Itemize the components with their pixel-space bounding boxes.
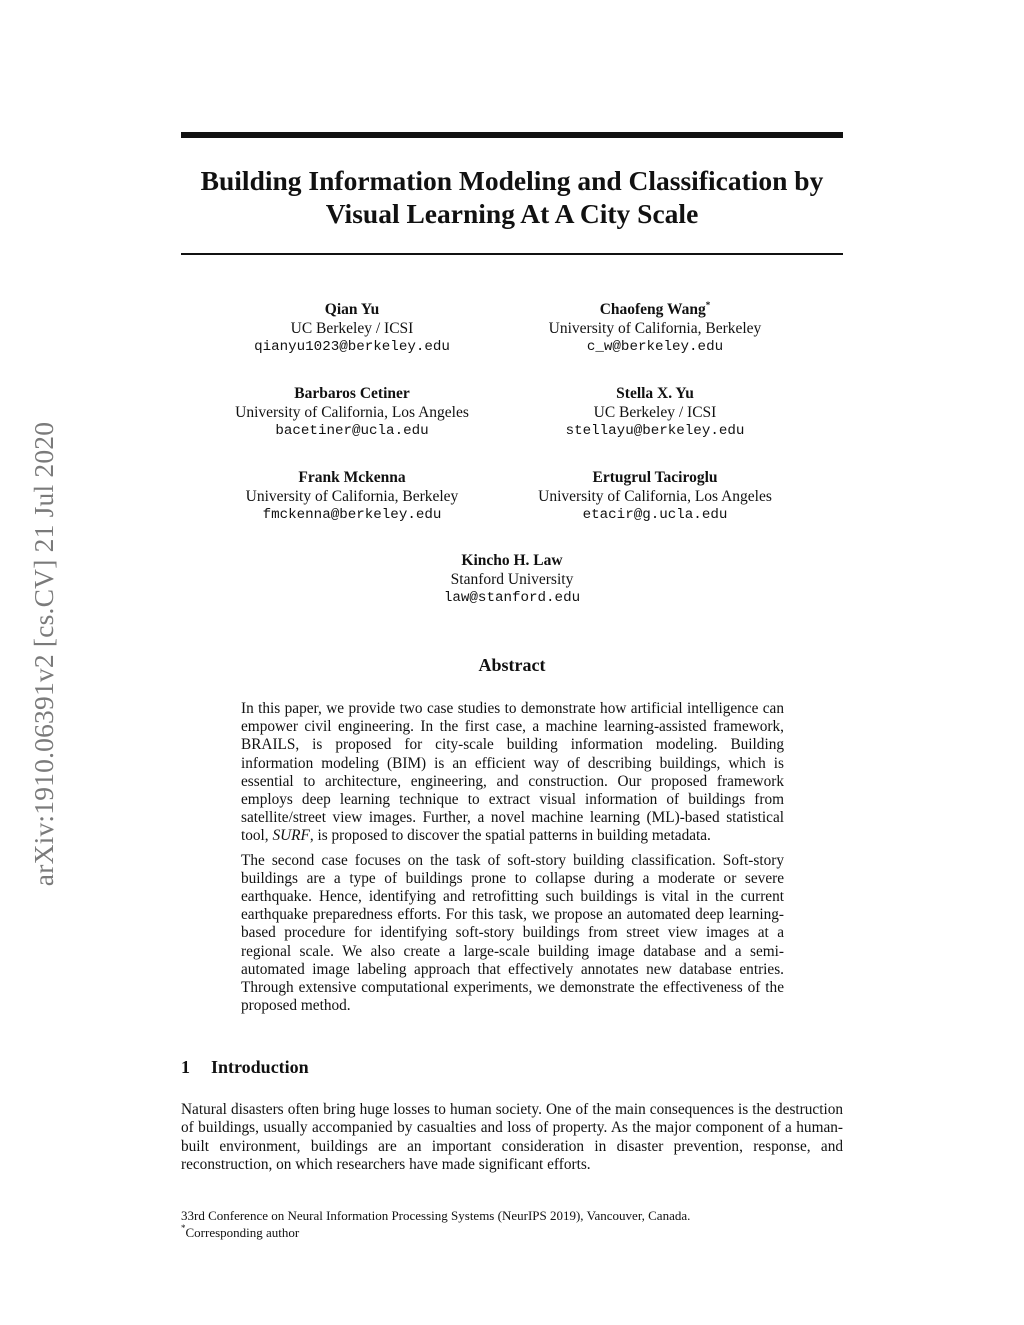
author-block	[485, 469, 825, 525]
abstract-text: In this paper, we provide two case studies to demonstrate how artificial intelligence can empower civil engineering. In the first case, a machine learning-assisted framework, BRAILS, is proposed for city-scale building information modeling. Building information modeling (BIM) is an efficient way of describing buildings, which is essential to architecture, engineering, and construction. Our proposed framework employs deep learning technique to extract visual information of buildings from satellite/street view images. Further, a novel machine learning (ML)-based statistical tool,	[241, 700, 784, 845]
surf-tool-name: SURF	[272, 827, 310, 845]
author-block	[485, 385, 825, 441]
author-block	[342, 552, 682, 608]
author-affiliation: University of California, Berkeley	[245, 487, 459, 505]
author-email[interactable]: law@stanford.edu	[443, 590, 581, 606]
author-block	[182, 469, 522, 525]
conference-footnote: 33rd Conference on Neural Information Processing Systems (NeurIPS 2019), Vancouver, Canada.	[181, 1208, 691, 1223]
section-title: Introduction	[211, 1057, 309, 1077]
author-name: Barbaros Cetiner	[294, 385, 410, 402]
author-name: Chaofeng Wang	[599, 301, 706, 318]
author-email[interactable]: etacir@g.ucla.edu	[582, 507, 728, 523]
paper-title: Building Information Modeling and Classification by Visual Learning At A City Scale	[200, 165, 824, 229]
section-number: 1	[181, 1057, 190, 1077]
abstract-heading: Abstract	[478, 655, 546, 675]
abstract-body	[241, 700, 784, 1021]
author-block	[182, 301, 522, 357]
corresponding-author-footnote	[181, 1222, 843, 1242]
author-name: Stella X. Yu	[616, 385, 694, 402]
arxiv-identifier-text: arXiv:1910.06391v2 [cs.CV] 21 Jul 2020	[28, 421, 59, 887]
author-block	[485, 301, 825, 357]
abstract-paragraph: The second case focuses on the task of soft-story building classification. Soft-story buildings are a type of buildings prone to collapse during a moderate or severe earthquake. Hence, identifying and retrofitting such buildings is vital in the current earthquake preparedness efforts. For this task, we propose an automated deep learning-based procedure for identifying soft-story buildings from street view images at a regional scale. We also create a large-scale building image database and a semi-automated image labeling approach that effectively annotates new database entries. Through extensive computational experiments, we demonstrate the effectiveness of the proposed method.	[241, 851, 784, 1015]
author-affiliation: University of California, Los Angeles	[538, 487, 772, 505]
author-name: Kincho H. Law	[461, 552, 563, 569]
title-bottom-rule	[181, 253, 843, 255]
author-email[interactable]: qianyu1023@berkeley.edu	[254, 339, 450, 355]
author-email[interactable]: c_w@berkeley.edu	[586, 339, 724, 355]
section-heading-introduction	[181, 1057, 309, 1078]
author-affiliation: UC Berkeley / ICSI	[593, 403, 717, 421]
author-block	[182, 385, 522, 441]
author-affiliation: University of California, Los Angeles	[235, 403, 469, 421]
footnote-mark: *	[181, 1222, 186, 1233]
author-affiliation: Stanford University	[450, 570, 574, 588]
footnote-text: Corresponding author	[185, 1224, 300, 1240]
author-email[interactable]: stellayu@berkeley.edu	[565, 423, 745, 439]
footnotes	[181, 1208, 843, 1241]
author-affiliation: UC Berkeley / ICSI	[290, 319, 414, 337]
abstract-paragraph	[241, 700, 784, 846]
arxiv-identifier-stamp	[30, 364, 58, 944]
author-name: Frank Mckenna	[298, 469, 406, 486]
introduction-paragraph: Natural disasters often bring huge losses to human society. One of the main consequences is the destruction of buildings, usually accompanied by casualties and loss of property. As the major component of a human-built environment, buildings are an important consideration in disaster prevention, response, and reconstruction, on which researchers have made significant efforts.	[181, 1101, 843, 1174]
corresponding-author-mark: *	[705, 300, 711, 310]
author-name: Qian Yu	[324, 301, 380, 318]
abstract-text: , is proposed to discover the spatial patterns in building metadata.	[309, 827, 711, 845]
author-affiliation: University of California, Berkeley	[548, 319, 762, 337]
author-name: Ertugrul Taciroglu	[592, 469, 718, 486]
author-email[interactable]: bacetiner@ucla.edu	[275, 423, 429, 439]
title-top-rule	[181, 132, 843, 138]
author-email[interactable]: fmckenna@berkeley.edu	[262, 507, 442, 523]
